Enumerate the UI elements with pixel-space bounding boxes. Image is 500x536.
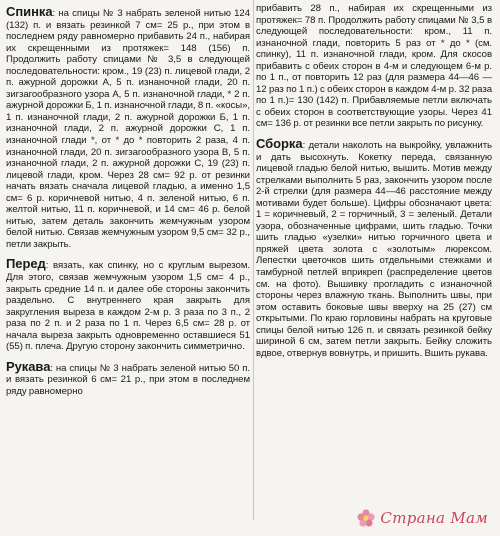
assembly-text: : детали наколоть на выкройку, увлажнить и дать высохнуть. Кокетку переда, связанную лицевой гладью белой нитью, вышить. Мотив между стрелками выполнить 5 раз, закончить узором после 2-й стрелки (для размера 44—46 расстояние между мотивами будет больше). Цифры обозначают цвета: 1 = коричневый, 2 = горчичный, 3 = зеленый. Детали узора, обозначенные цифрами, шить гладью. Точки шить гладью «узелки» нитью горчичного цвета и пряжей цвета золота с «золотым» люрексом. Лепестки цветочков шить отдельными стежками и тамбурной петлей вприкреп (распределение цветов см. на фото). Вышивку прогладить с изнаночной стороны через влажную ткань. Выполнить швы, при этом оставить боковые швы вверху на 25 (27) см открытыми. По краю горловины набрать на круговые спицы белой нитью 126 п. и связать резинкой бейку шириной 6 см, затем петли закрыть. Бейку сложить вдвое, отвернув вовнутрь, и пришить. Вшить рукава. bbox=[256, 140, 492, 359]
assembly-heading: Сборка bbox=[256, 136, 303, 152]
sleeves-text: : на спицы № 3 набрать зеленой нитью 50 п. и вязать резинкой 6 см= 21 р., при этом в последнем ряду равномерно bbox=[6, 362, 250, 397]
back-heading: Спинка bbox=[6, 4, 53, 19]
back-text: : на спицы № 3 набрать зеленой нитью 124 (132) п. и вязать резинкой 7 см= 25 р., при этом в последнем ряду равномерно прибавить 24 п., набирая их скрещенными из протяжек= 148 (156) п. Продолжить работу спицами № 3,5 в следующей последовательности: кром., 19 (23) п. лицевой глади, 2 п. ажурной дорожки А, 5 п. изнаночной глади, 20 п. зигзагообразного узора А, 5 п. изнаночной глади, * 2 п. ажурной дорожки Б, 1 п. изнаночной глади, 8 п. «косы», 1 п. изнаночной глади, 2 п. ажурной дорожки Б, 1 п. изнаночной глади, 2 п. ажурной дорожки С, 1 п. изнаночной глади *, от * до * повторить 2 раза, 4 п. изнаночной глади, 20 п. зигзагообразного узора В, 5 п. изнаночной глади, 2 п. ажурной дорожки С, 19 (23) п. лицевой глади, кром. Через 28 см= 92 р. от резинки начать вязать сначала лицевой гладью, а именно 1,5 см= 6 р. коричневой нитью, 4 п. зеленой нитью, 6 п. желтой нитью, 11 п. коричневой, и 14 см= 46 р. белой нитью, затем деталь закончить жемчужным узором белой нитью. Связав жемчужным узором 9,5 см= 32 р., петли закрыть. bbox=[6, 8, 250, 250]
watermark-text: Страна Мам bbox=[380, 509, 488, 527]
back-section bbox=[6, 6, 250, 250]
front-heading: Перед bbox=[6, 256, 46, 272]
sleeves-section bbox=[6, 358, 250, 398]
front-text: : вязать, как спинку, но с круглым вырезом. Для этого, связав жемчужным узором 1,5 см= 4 р., закрыть средние 14 п. и далее обе стороны закончить раздельно. С внутреннего края закрыть для закругления выреза в каждом 2-м р. 3 раза по 3 п., 2 раза по 2 п. и 2 раза по 1 п. Через 6,5 см= 28 р. от начала выреза закрыть одновременно оставшиеся 51 (55) п. плеча. Другую сторону закончить симметрично. bbox=[6, 260, 250, 353]
front-section bbox=[6, 258, 250, 352]
watermark bbox=[356, 508, 488, 528]
right-column bbox=[256, 3, 492, 359]
flower-logo-icon bbox=[356, 508, 376, 528]
sleeves-heading: Рукава bbox=[6, 358, 51, 374]
sleeves-continued: прибавить 28 п., набирая их скрещенными из протяжек= 78 п. Продолжить работу спицами № 3,5 в следующей последовательности: кром., 11 п. изнаночной глади, повторить 5 раз от * до * (см. спинку), 11 п. изнаночной глади, кром. Для скосов прибавить с обеих сторон в 4-м и следующем 6-м р. по 1 п., от повторить 12 раз (для размера 44—46 — 12 раз по 1 п.) с обеих сторон в каждом 4-м р. 32 раза по 1 п.)= 130 (142) п. Прибавляемые петли включать с обеих сторон в соответствующие узоры. Через 41 см= 136 р. от резинки все петли закрыть по рисунку. bbox=[256, 3, 492, 130]
column-divider bbox=[253, 0, 254, 520]
left-column bbox=[6, 6, 250, 398]
assembly-section bbox=[256, 138, 492, 359]
